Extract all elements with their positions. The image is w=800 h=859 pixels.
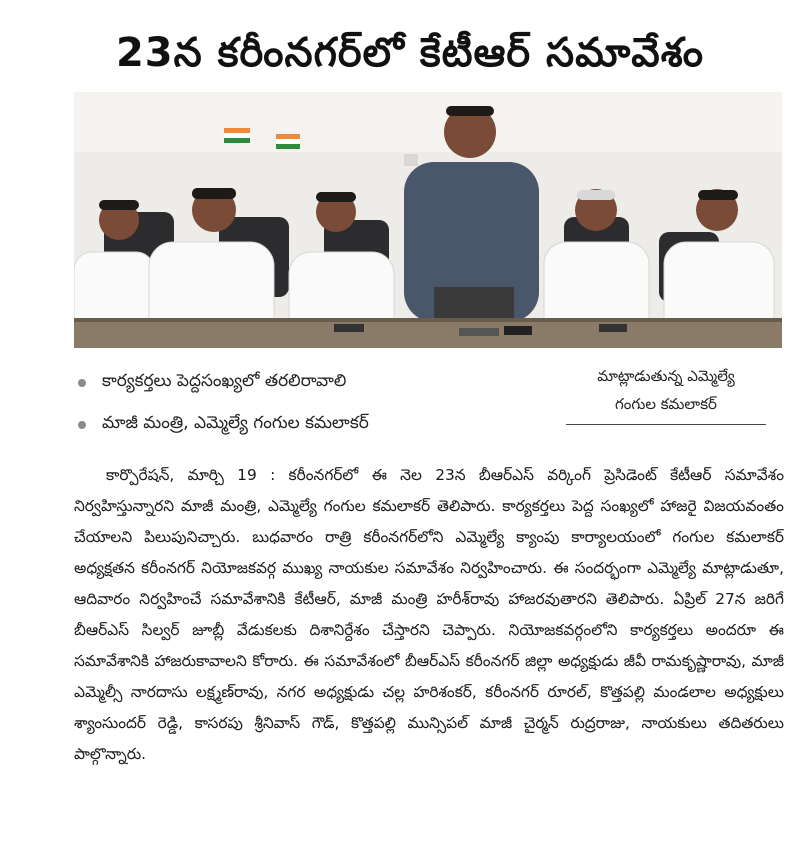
bullet-text: కార్యకర్తలు పెద్దసంఖ్యలో తరలిరావాలి <box>102 371 347 391</box>
bullet-dot-icon <box>78 421 86 429</box>
bullet-text: మాజీ మంత్రి, ఎమ్మెల్యే గంగుల కమలాకర్ <box>102 413 369 433</box>
caption-line-1: మాట్లాడుతున్న ఎమ్మెల్యే <box>597 367 735 385</box>
bullet-item <box>74 362 544 404</box>
headline: 23న కరీంనగర్‌లో కేటీఆర్ సమావేశం <box>115 30 705 76</box>
photo-illustration <box>74 92 782 348</box>
photo-caption <box>566 362 766 425</box>
bullet-list <box>74 362 544 446</box>
caption-line-2: గంగుల కమలాకర్ <box>615 395 717 413</box>
article-body: కార్పొరేషన్, మార్చి 19 : కరీంనగర్‌లో ఈ నెల 23న బీఆర్‌ఎస్ వర్కింగ్ ప్రెసిడెంట్ కేటీఆర్ సమావేశం నిర్వహిస్తున్నారని మాజీ మంత్రి, ఎమ్మెల్యే గంగుల కమలాకర్ తెలిపారు. కార్యకర్తలు పెద్ద సంఖ్యలో హాజరై విజయవంతం చేయాలని పిలుపునిచ్చారు. బుధవారం రాత్రి కరీంనగర్‌లోని ఎమ్మెల్యే క్యాంపు కార్యాలయంలో గంగుల కమలాకర్ అధ్యక్షతన కరీంనగర్ నియోజకవర్గ ముఖ్య నాయకుల సమావేశం నిర్వహించారు. ఈ సందర్భంగా ఎమ్మెల్యే మాట్లాడుతూ, ఆదివారం నిర్వహించే సమావేశానికి కేటీఆర్, మాజీ మంత్రి హరీశ్‌రావు హాజరవుతారని తెలిపారు. ఏప్రిల్ 27న జరిగే బీఆర్‌ఎస్ సిల్వర్ జూబ్లీ వేడుకలకు దిశానిర్దేశం చేస్తారని చెప్పారు. నియోజకవర్గంలోని కార్యకర్తలు అందరూ ఈ సమావేశానికి హాజరుకావాలని కోరారు. ఈ సమావేశంలో బీఆర్‌ఎస్ కరీంనగర్ జిల్లా అధ్యక్షుడు జీవీ రామకృష్ణారావు, మాజీ ఎమ్మెల్సీ నారదాసు లక్ష్మణ్‌రావు, నగర అధ్యక్షుడు చల్ల హరిశంకర్, కరీంనగర్ రూరల్, కొత్తపల్లి మండలాల అధ్యక్షులు శ్యాంసుందర్ రెడ్డి, కాసరపు శ్రీనివాస్ గౌడ్, కొత్తపల్లి మున్సిపల్ మాజీ చైర్మన్ రుద్రరాజు, నాయకులు తదితరులు పాల్గొన్నారు. <box>74 466 784 763</box>
bullet-item <box>74 404 544 446</box>
bullet-dot-icon <box>78 379 86 387</box>
news-photo <box>74 92 782 348</box>
